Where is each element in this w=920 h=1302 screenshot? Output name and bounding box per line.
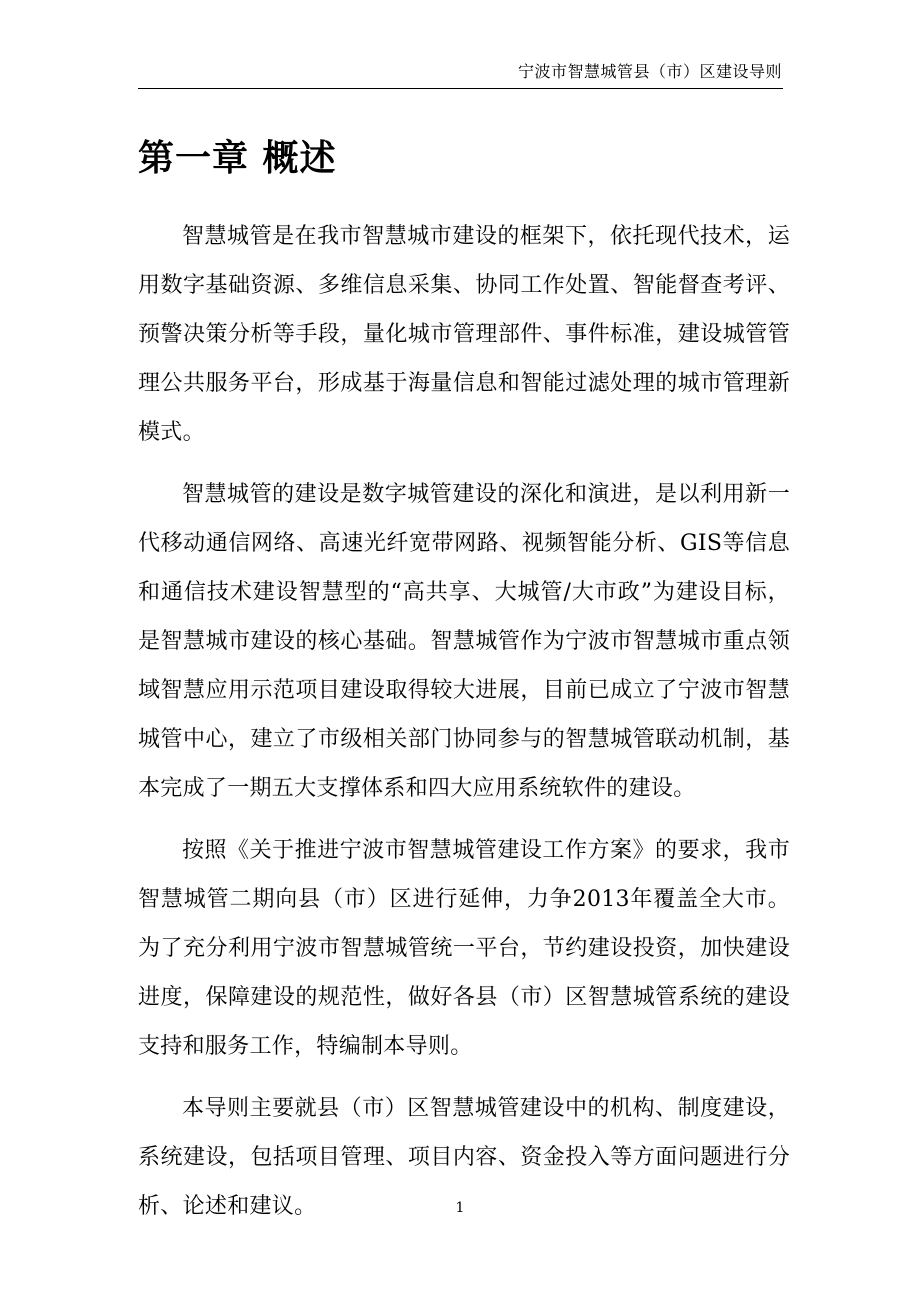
paragraph-background: 智慧城管的建设是数字城管建设的深化和演进，是以利用新一代移动通信网络、高速光纤宽带网路、视频智能分析、GIS等信息和通信技术建设智慧型的“高共享、大城管/大市政”为建设目标，是智慧城市建设的核心基础。智慧城管作为宁波市智慧城市重点领域智慧应用示范项目建设取得较大进展，目前已成立了宁波市智慧城管中心，建立了市级相关部门协同参与的智慧城管联动机制，基本完成了一期五大支撑体系和四大应用系统软件的建设。 — [138, 482, 790, 801]
chapter-title: 第一章 概述 — [138, 137, 337, 179]
paragraph-purpose: 按照《关于推进宁波市智慧城管建设工作方案》的要求，我市智慧城管二期向县（市）区进行延伸，力争2013年覆盖全大市。为了充分利用宁波市智慧城管统一平台，节约建设投资，加快建设进度，保障建设的规范性，做好各县（市）区智慧城管系统的建设支持和服务工作，特编制本导则。 — [138, 838, 790, 1059]
running-header: 宁波市智慧城管县（市）区建设导则 — [517, 62, 782, 81]
body-text — [138, 212, 790, 1244]
paragraph-intro: 智慧城管是在我市智慧城市建设的框架下，依托现代技术，运用数字基础资源、多维信息采集、协同工作处置、智能督查考评、预警决策分析等手段，量化城市管理部件、事件标准，建设城管管理公共服务平台，形成基于海量信息和智能过滤处理的城市管理新模式。 — [138, 224, 790, 445]
header-rule — [138, 88, 783, 89]
page-number: 1 — [455, 1200, 465, 1216]
paragraph-scope: 本导则主要就县（市）区智慧城管建设中的机构、制度建设，系统建设，包括项目管理、项目内容、资金投入等方面问题进行分析、论述和建议。 — [138, 1096, 790, 1219]
